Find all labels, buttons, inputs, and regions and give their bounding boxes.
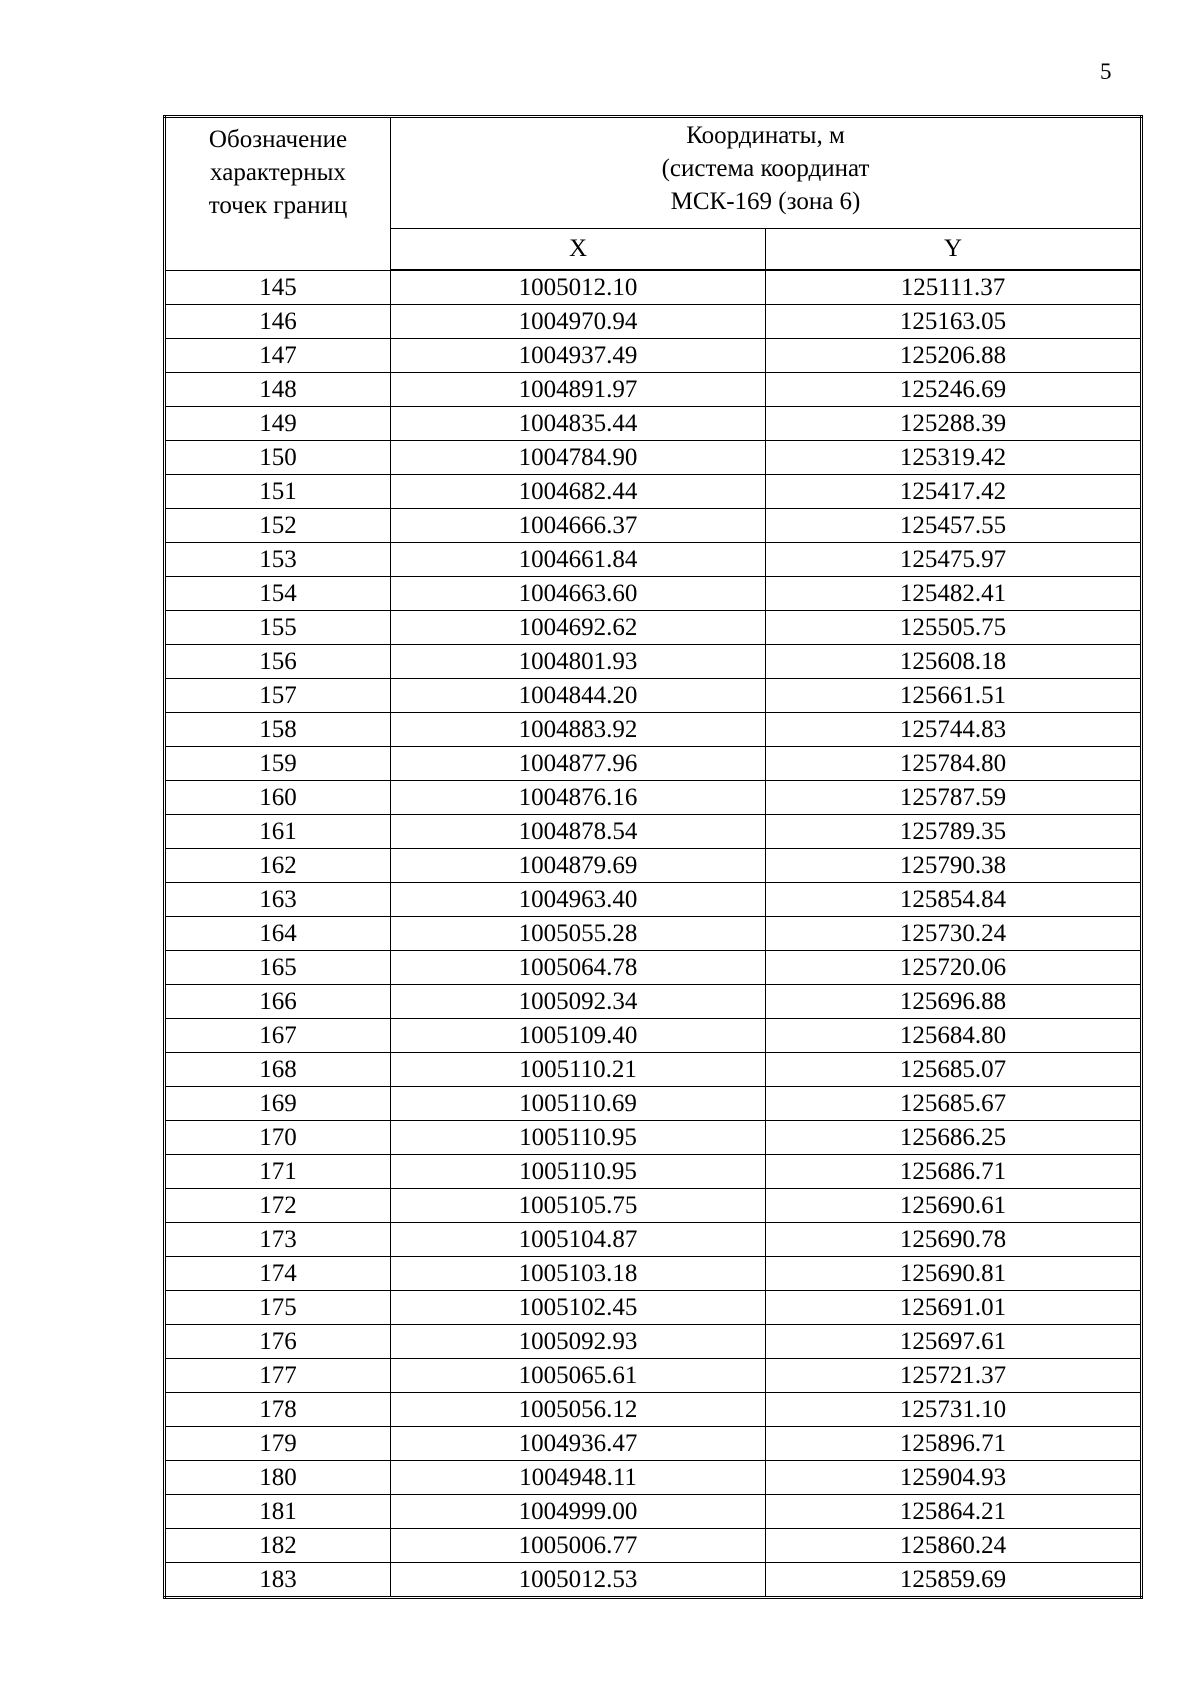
table-row xyxy=(165,270,1142,305)
y-cell: 125789.35 xyxy=(766,815,1142,849)
x-cell: 1005055.28 xyxy=(391,917,766,951)
x-cell: 1004877.96 xyxy=(391,747,766,781)
table-row xyxy=(165,509,1142,543)
x-cell: 1005056.12 xyxy=(391,1393,766,1427)
table-row xyxy=(165,1495,1142,1529)
x-cell: 1005102.45 xyxy=(391,1291,766,1325)
y-cell: 125784.80 xyxy=(766,747,1142,781)
point-cell: 159 xyxy=(165,747,391,781)
point-cell: 163 xyxy=(165,883,391,917)
table-row xyxy=(165,407,1142,441)
x-cell: 1005103.18 xyxy=(391,1257,766,1291)
y-cell: 125859.69 xyxy=(766,1563,1142,1598)
point-header-line-1: Обозначение xyxy=(208,126,348,153)
point-cell: 149 xyxy=(165,407,391,441)
table-row xyxy=(165,1257,1142,1291)
table-row xyxy=(165,339,1142,373)
coords-header-line-2: (система координат xyxy=(661,155,870,182)
table-row xyxy=(165,1325,1142,1359)
x-cell: 1005012.53 xyxy=(391,1563,766,1598)
table-row xyxy=(165,1155,1142,1189)
table-body xyxy=(165,270,1142,1598)
point-cell: 167 xyxy=(165,1019,391,1053)
table-row xyxy=(165,543,1142,577)
x-cell: 1004666.37 xyxy=(391,509,766,543)
x-cell: 1005110.21 xyxy=(391,1053,766,1087)
x-cell: 1004663.60 xyxy=(391,577,766,611)
y-cell: 125111.37 xyxy=(766,270,1142,305)
y-cell: 125721.37 xyxy=(766,1359,1142,1393)
table-row xyxy=(165,645,1142,679)
table-row xyxy=(165,1427,1142,1461)
y-cell: 125505.75 xyxy=(766,611,1142,645)
point-cell: 177 xyxy=(165,1359,391,1393)
x-cell: 1004784.90 xyxy=(391,441,766,475)
y-cell: 125697.61 xyxy=(766,1325,1142,1359)
table-row xyxy=(165,1461,1142,1495)
y-cell: 125731.10 xyxy=(766,1393,1142,1427)
y-cell: 125730.24 xyxy=(766,917,1142,951)
point-cell: 170 xyxy=(165,1121,391,1155)
x-cell: 1004692.62 xyxy=(391,611,766,645)
point-cell: 154 xyxy=(165,577,391,611)
point-cell: 153 xyxy=(165,543,391,577)
y-cell: 125685.07 xyxy=(766,1053,1142,1087)
point-cell: 156 xyxy=(165,645,391,679)
table-row xyxy=(165,747,1142,781)
point-designation-header xyxy=(165,117,391,271)
point-cell: 179 xyxy=(165,1427,391,1461)
point-cell: 183 xyxy=(165,1563,391,1598)
point-cell: 145 xyxy=(165,270,391,305)
table-row xyxy=(165,305,1142,339)
x-cell: 1005064.78 xyxy=(391,951,766,985)
x-cell: 1004879.69 xyxy=(391,849,766,883)
point-cell: 157 xyxy=(165,679,391,713)
x-cell: 1004970.94 xyxy=(391,305,766,339)
x-cell: 1004999.00 xyxy=(391,1495,766,1529)
point-cell: 168 xyxy=(165,1053,391,1087)
coordinates-table xyxy=(163,115,1143,1599)
y-cell: 125691.01 xyxy=(766,1291,1142,1325)
x-cell: 1004936.47 xyxy=(391,1427,766,1461)
x-cell: 1005110.95 xyxy=(391,1121,766,1155)
point-cell: 151 xyxy=(165,475,391,509)
x-cell: 1005110.69 xyxy=(391,1087,766,1121)
header-row-1 xyxy=(165,117,1142,229)
coords-header-line-3: МСК-169 (зона 6) xyxy=(670,188,861,215)
y-cell: 125482.41 xyxy=(766,577,1142,611)
y-cell: 125904.93 xyxy=(766,1461,1142,1495)
table-row xyxy=(165,883,1142,917)
table-row xyxy=(165,781,1142,815)
y-cell: 125864.21 xyxy=(766,1495,1142,1529)
point-cell: 180 xyxy=(165,1461,391,1495)
point-cell: 169 xyxy=(165,1087,391,1121)
x-cell: 1004876.16 xyxy=(391,781,766,815)
table-row xyxy=(165,679,1142,713)
table-row xyxy=(165,1393,1142,1427)
y-cell: 125744.83 xyxy=(766,713,1142,747)
y-cell: 125475.97 xyxy=(766,543,1142,577)
x-cell: 1005065.61 xyxy=(391,1359,766,1393)
point-cell: 146 xyxy=(165,305,391,339)
table-row xyxy=(165,1529,1142,1563)
table-row xyxy=(165,1019,1142,1053)
y-cell: 125288.39 xyxy=(766,407,1142,441)
y-cell: 125206.88 xyxy=(766,339,1142,373)
table-row xyxy=(165,951,1142,985)
point-cell: 178 xyxy=(165,1393,391,1427)
y-cell: 125690.81 xyxy=(766,1257,1142,1291)
x-cell: 1005104.87 xyxy=(391,1223,766,1257)
table-row xyxy=(165,1121,1142,1155)
x-cell: 1004937.49 xyxy=(391,339,766,373)
y-cell: 125696.88 xyxy=(766,985,1142,1019)
x-cell: 1004878.54 xyxy=(391,815,766,849)
point-cell: 165 xyxy=(165,951,391,985)
table-row xyxy=(165,1189,1142,1223)
table-row xyxy=(165,985,1142,1019)
table-row xyxy=(165,611,1142,645)
coords-header-line-1: Координаты, м xyxy=(686,122,845,149)
y-cell: 125163.05 xyxy=(766,305,1142,339)
y-cell: 125787.59 xyxy=(766,781,1142,815)
point-cell: 155 xyxy=(165,611,391,645)
table-row xyxy=(165,713,1142,747)
table-row xyxy=(165,917,1142,951)
x-cell: 1004883.92 xyxy=(391,713,766,747)
y-cell: 125896.71 xyxy=(766,1427,1142,1461)
table-row xyxy=(165,373,1142,407)
point-cell: 173 xyxy=(165,1223,391,1257)
point-cell: 166 xyxy=(165,985,391,1019)
table-row xyxy=(165,849,1142,883)
point-cell: 152 xyxy=(165,509,391,543)
y-cell: 125720.06 xyxy=(766,951,1142,985)
y-cell: 125686.71 xyxy=(766,1155,1142,1189)
x-cell: 1005092.34 xyxy=(391,985,766,1019)
point-cell: 172 xyxy=(165,1189,391,1223)
coordinates-header xyxy=(391,117,1142,229)
x-cell: 1005105.75 xyxy=(391,1189,766,1223)
x-cell: 1005110.95 xyxy=(391,1155,766,1189)
x-cell: 1004963.40 xyxy=(391,883,766,917)
point-cell: 161 xyxy=(165,815,391,849)
y-cell: 125854.84 xyxy=(766,883,1142,917)
point-cell: 164 xyxy=(165,917,391,951)
x-cell: 1004844.20 xyxy=(391,679,766,713)
y-cell: 125319.42 xyxy=(766,441,1142,475)
y-cell: 125608.18 xyxy=(766,645,1142,679)
point-cell: 160 xyxy=(165,781,391,815)
y-cell: 125457.55 xyxy=(766,509,1142,543)
point-cell: 147 xyxy=(165,339,391,373)
point-cell: 158 xyxy=(165,713,391,747)
x-column-header: X xyxy=(391,229,766,271)
table-row xyxy=(165,815,1142,849)
x-cell: 1005006.77 xyxy=(391,1529,766,1563)
point-cell: 182 xyxy=(165,1529,391,1563)
table-row xyxy=(165,1359,1142,1393)
point-header-line-3: точек границ xyxy=(208,192,348,219)
table-row xyxy=(165,577,1142,611)
point-cell: 176 xyxy=(165,1325,391,1359)
point-cell: 148 xyxy=(165,373,391,407)
table-row xyxy=(165,1563,1142,1598)
point-cell: 175 xyxy=(165,1291,391,1325)
x-cell: 1005092.93 xyxy=(391,1325,766,1359)
x-cell: 1005012.10 xyxy=(391,270,766,305)
point-cell: 174 xyxy=(165,1257,391,1291)
table-row xyxy=(165,441,1142,475)
y-cell: 125246.69 xyxy=(766,373,1142,407)
table-row xyxy=(165,475,1142,509)
y-cell: 125686.25 xyxy=(766,1121,1142,1155)
x-cell: 1004891.97 xyxy=(391,373,766,407)
y-cell: 125690.78 xyxy=(766,1223,1142,1257)
table-header xyxy=(165,117,1142,271)
x-cell: 1004948.11 xyxy=(391,1461,766,1495)
point-header-line-2: характерных xyxy=(210,159,346,186)
y-cell: 125790.38 xyxy=(766,849,1142,883)
y-cell: 125690.61 xyxy=(766,1189,1142,1223)
y-cell: 125860.24 xyxy=(766,1529,1142,1563)
x-cell: 1004661.84 xyxy=(391,543,766,577)
y-cell: 125685.67 xyxy=(766,1087,1142,1121)
x-cell: 1004835.44 xyxy=(391,407,766,441)
x-cell: 1004682.44 xyxy=(391,475,766,509)
point-cell: 150 xyxy=(165,441,391,475)
y-cell: 125684.80 xyxy=(766,1019,1142,1053)
y-cell: 125417.42 xyxy=(766,475,1142,509)
point-cell: 162 xyxy=(165,849,391,883)
table-row xyxy=(165,1223,1142,1257)
point-cell: 171 xyxy=(165,1155,391,1189)
y-cell: 125661.51 xyxy=(766,679,1142,713)
y-column-header: Y xyxy=(766,229,1142,271)
table-row xyxy=(165,1087,1142,1121)
x-cell: 1005109.40 xyxy=(391,1019,766,1053)
table-row xyxy=(165,1053,1142,1087)
table-row xyxy=(165,1291,1142,1325)
point-cell: 181 xyxy=(165,1495,391,1529)
x-cell: 1004801.93 xyxy=(391,645,766,679)
page-number: 5 xyxy=(1100,59,1112,84)
